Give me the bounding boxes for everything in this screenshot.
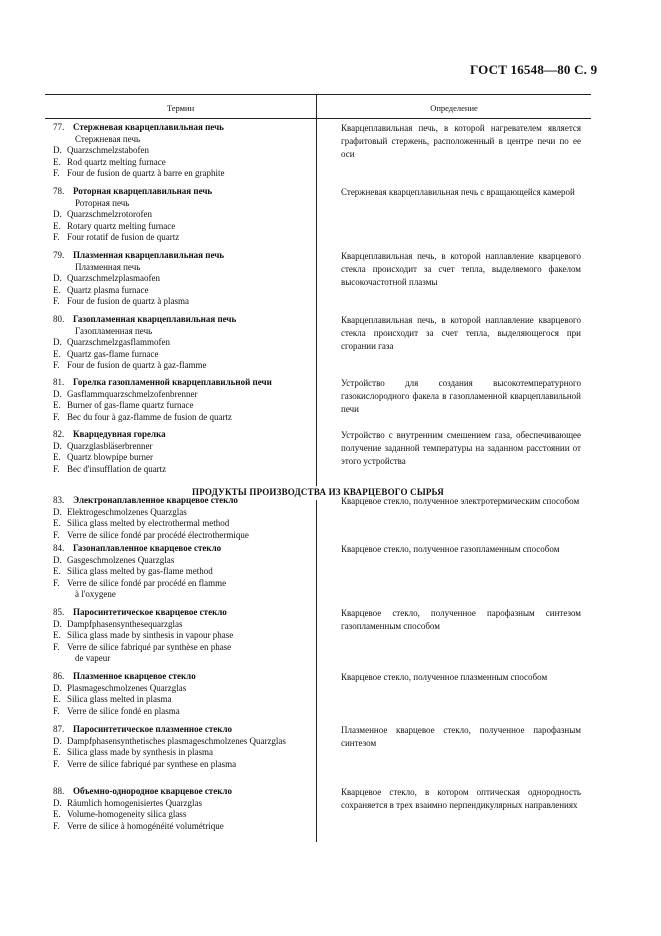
term-german-text: Quarzschmelzstabofen: [67, 145, 149, 156]
term-english: E. Burner of gas-flame quartz furnace: [53, 400, 194, 411]
term-russian-text: Паросинтетическое кварцевое стекло: [73, 607, 227, 617]
term-english: E. Silica glass melted by electrothermal method: [53, 518, 230, 529]
term-cell: [53, 429, 313, 475]
term-russian-text: Роторная кварцеплавильная печь: [73, 186, 213, 196]
term-cell: [53, 671, 313, 717]
term-german-text: Elektrogeschmolzenes Quarzglas: [67, 506, 187, 517]
term-german-text: Quarzglasbläserbrenner: [67, 440, 153, 451]
term-german-text: Gasflammquarzschmelzofenbrenner: [67, 388, 198, 399]
term-russian-text: Кварцедувная горелка: [73, 429, 166, 439]
term-english-text: Quartz blowpipe burner: [67, 452, 153, 463]
term-french: F. Four de fusion de quartz à plasma: [53, 296, 189, 307]
term-french: F. Bec du four à gaz-flamme de fusion de quartz: [53, 411, 232, 422]
term-russian: [53, 495, 313, 507]
term-english: E. Quartz gas-flame furnace: [53, 348, 159, 359]
definition-cell: Кварцевое стекло, полученное парофазным синтезом газопламенным способом: [341, 608, 581, 631]
term-cell: [53, 250, 313, 308]
term-english-text: Silica glass made by synthesis in plasma: [67, 747, 213, 758]
term-english-text: Silica glass melted by electrothermal method: [67, 518, 230, 529]
definition-cell: Устройство с внутренним смешением газа, обеспечивающее получение заданной температуры на заданном расстоянии от этого устройства: [341, 430, 581, 466]
term-english: E. Quartz plasma furnace: [53, 284, 149, 295]
term-french: F. Four rotatif de fusion de quartz: [53, 232, 180, 243]
term-cell: [53, 377, 313, 423]
term-number: 87.: [53, 724, 65, 734]
term-russian: [53, 122, 313, 134]
column-header-term: Термин: [166, 103, 195, 113]
term-number: 77.: [53, 122, 65, 132]
column-divider: [316, 500, 317, 842]
term-number: 84.: [53, 543, 65, 553]
definition-cell: Кварцевое стекло, в котором оптическая однородность сохраняется в трех взаимно перпендикулярных направлениях: [341, 787, 581, 810]
term-french-text: Four de fusion de quartz à gaz-flamme: [67, 360, 207, 371]
term-number: 86.: [53, 671, 65, 681]
term-french-text: Verre de silice fabriqué par synthèse en phase: [67, 641, 232, 652]
definition-cell: Устройство для создания высокотемпературного газокислородного факела в газопламенной кварцеплавильной печи: [341, 378, 581, 414]
term-german-text: Plasmageschmolzenes Quarzglas: [67, 682, 187, 693]
term-french-text: Bec d'insufflation de quartz: [67, 463, 167, 474]
term-russian-text: Плазменная кварцеплавильная печь: [73, 250, 225, 260]
term-english: E. Silica glass melted by gas-flame method: [53, 566, 213, 577]
term-russian: [53, 607, 313, 619]
term-russian: [53, 429, 313, 441]
term-french-continuation: de vapeur: [75, 653, 111, 664]
term-russian: [53, 543, 313, 555]
definition-cell: Кварцеплавильная печь, в которой наплавление кварцевого стекла происходит за счет тепла, выделяющегося при сгорании газа: [341, 315, 581, 351]
term-french-text: Four de fusion de quartz à barre en graphite: [67, 168, 225, 179]
term-french: F. Verre de silice fabriqué par synthèse en phase: [53, 641, 232, 652]
term-german: D. Dampfphasensynthetisches plasmageschmolzenes Quarzglas: [53, 735, 286, 746]
term-german-text: Quarzschmelzrotorofen: [67, 209, 152, 220]
term-german-text: Quarzschmelzgasflammofen: [67, 337, 170, 348]
term-russian: [53, 786, 313, 798]
terms-table: [45, 94, 591, 842]
term-synonym: Стержневая печь: [75, 133, 141, 144]
term-russian-text: Объемно-однородное кварцевое стекло: [73, 786, 232, 796]
term-cell: [53, 314, 313, 372]
term-synonym: Газопламенная печь: [75, 325, 153, 336]
term-french-text: Bec du four à gaz-flamme de fusion de quartz: [67, 411, 232, 422]
term-french-text: Verre de silice fondé par procédé en flamme: [67, 577, 227, 588]
term-russian-text: Паросинтетическое плазменное стекло: [73, 724, 232, 734]
term-russian-text: Газопламенная кварцеплавильная печь: [73, 314, 237, 324]
term-number: 83.: [53, 495, 65, 505]
definition-cell: Кварцевое стекло, полученное плазменным способом: [341, 672, 548, 682]
section-heading: ПРОДУКТЫ ПРОИЗВОДСТВА ИЗ КВАРЦЕВОГО СЫРЬЯ: [192, 487, 444, 497]
definition-cell: Кварцевое стекло, полученное газопламенным способом: [341, 544, 560, 554]
term-french: F. Four de fusion de quartz à barre en graphite: [53, 168, 225, 179]
term-synonym: Плазменная печь: [75, 261, 141, 272]
term-german-text: Dampfphasensynthesequarzglas: [67, 618, 183, 629]
term-number: 81.: [53, 377, 65, 387]
term-russian-text: Плазменное кварцевое стекло: [73, 671, 196, 681]
term-english-text: Rod quartz melting furnace: [67, 156, 166, 167]
term-french-text: Verre de silice à homogénéité volumétrique: [67, 820, 224, 831]
term-number: 88.: [53, 786, 65, 796]
definition-cell: Кварцевое стекло, полученное электротермическим способом: [341, 496, 580, 506]
term-english-text: Silica glass melted by gas-flame method: [67, 566, 213, 577]
term-french-text: Verre de silice fondé par procédé électrothermique: [67, 529, 249, 540]
term-english-text: Quartz plasma furnace: [67, 284, 149, 295]
term-russian: [53, 377, 313, 389]
term-english: E. Silica glass made by synthesis in plasma: [53, 747, 213, 758]
term-german: D. Quarzschmelzgasflammofen: [53, 337, 170, 348]
term-english-text: Quartz gas-flame furnace: [67, 348, 159, 359]
term-german-text: Quarzschmelzplasmaofen: [67, 273, 160, 284]
term-english-text: Volume-homogeneity silica glass: [67, 809, 187, 820]
term-cell: [53, 607, 313, 665]
definition-cell: Кварцеплавильная печь, в которой нагревателем является графитовый стержень, расположенный в центре печи по ее оси: [341, 123, 581, 159]
term-cell: [53, 186, 313, 244]
table-header-rule: [45, 118, 591, 119]
term-english: E. Silica glass melted in plasma: [53, 694, 172, 705]
term-french-text: Verre de silice fondé en plasma: [67, 705, 180, 716]
term-russian: [53, 186, 313, 198]
term-french: F. Verre de silice fondé par procédé en flamme: [53, 577, 227, 588]
term-german: D. Quarzschmelzstabofen: [53, 145, 149, 156]
term-french: F. Verre de silice fabriqué par synthese en plasma: [53, 758, 237, 769]
term-english: E. Silica glass made by sinthesis in vapour phase: [53, 630, 234, 641]
term-synonym: Роторная печь: [75, 197, 130, 208]
term-english-text: Rotary quartz melting furnace: [67, 220, 176, 231]
term-number: 78.: [53, 186, 65, 196]
term-russian: [53, 314, 313, 326]
term-french: F. Bec d'insufflation de quartz: [53, 463, 167, 474]
term-number: 85.: [53, 607, 65, 617]
term-german: D. Plasmageschmolzenes Quarzglas: [53, 682, 187, 693]
column-header-definition: Определение: [430, 103, 478, 113]
term-english-text: Burner of gas-flame quartz furnace: [67, 400, 194, 411]
term-french: F. Verre de silice fondé en plasma: [53, 705, 180, 716]
term-german: D. Gasgeschmolzenes Quarzglas: [53, 554, 175, 565]
term-french: F. Four de fusion de quartz à gaz-flamme: [53, 360, 207, 371]
term-german: D. Gasflammquarzschmelzofenbrenner: [53, 388, 198, 399]
term-german-text: Dampfphasensynthetisches plasmageschmolzenes Quarzglas: [67, 735, 286, 746]
definition-cell: Кварцеплавильная печь, в которой наплавление кварцевого стекла происходит за счет тепла, выделяемого факелом высокочастотной плазмы: [341, 251, 581, 287]
term-german: D. Dampfphasensynthesequarzglas: [53, 618, 183, 629]
definition-cell: Стержневая кварцеплавильная печь с вращающейся камерой: [341, 187, 575, 197]
term-english: E. Rod quartz melting furnace: [53, 156, 166, 167]
definition-cell: Плазменное кварцевое стекло, полученное парофазным синтезом: [341, 725, 581, 748]
term-french-text: Four rotatif de fusion de quartz: [67, 232, 180, 243]
column-divider: [316, 94, 317, 486]
term-cell: [53, 495, 313, 541]
term-german-text: Gasgeschmolzenes Quarzglas: [67, 554, 175, 565]
term-cell: [53, 122, 313, 180]
term-german: D. Quarzschmelzrotorofen: [53, 209, 152, 220]
term-russian-text: Электронаплавленное кварцевое стекло: [73, 495, 238, 505]
term-german: D. Elektrogeschmolzenes Quarzglas: [53, 506, 187, 517]
term-german-text: Räumlich homogenisiertes Quarzglas: [67, 797, 202, 808]
term-german: D. Räumlich homogenisiertes Quarzglas: [53, 797, 202, 808]
term-number: 79.: [53, 250, 65, 260]
term-cell: [53, 786, 313, 832]
term-number: 82.: [53, 429, 65, 439]
term-russian: [53, 671, 313, 683]
table-top-rule: [45, 94, 591, 95]
term-russian: [53, 724, 313, 736]
term-french-continuation: à l'oxygene: [75, 589, 116, 600]
term-russian-text: Газонаплавленное кварцевое стекло: [73, 543, 222, 553]
term-english-text: Silica glass melted in plasma: [67, 694, 172, 705]
term-french: F. Verre de silice à homogénéité volumétrique: [53, 820, 224, 831]
page-header: ГОСТ 16548—80 С. 9: [470, 62, 598, 77]
term-russian-text: Стержневая кварцеплавильная печь: [73, 122, 224, 132]
term-russian: [53, 250, 313, 262]
term-french-text: Verre de silice fabriqué par synthese en plasma: [67, 758, 237, 769]
term-french: F. Verre de silice fondé par procédé électrothermique: [53, 529, 249, 540]
term-english: E. Quartz blowpipe burner: [53, 452, 153, 463]
term-cell: [53, 724, 313, 770]
term-german: D. Quarzschmelzplasmaofen: [53, 273, 160, 284]
term-cell: [53, 543, 313, 601]
term-german: D. Quarzglasbläserbrenner: [53, 440, 153, 451]
term-english: E. Volume-homogeneity silica glass: [53, 809, 187, 820]
term-french-text: Four de fusion de quartz à plasma: [67, 296, 189, 307]
term-russian-text: Горелка газопламенной кварцеплавильной печи: [73, 377, 272, 387]
term-number: 80.: [53, 314, 65, 324]
term-english: E. Rotary quartz melting furnace: [53, 220, 176, 231]
term-english-text: Silica glass made by sinthesis in vapour phase: [67, 630, 234, 641]
